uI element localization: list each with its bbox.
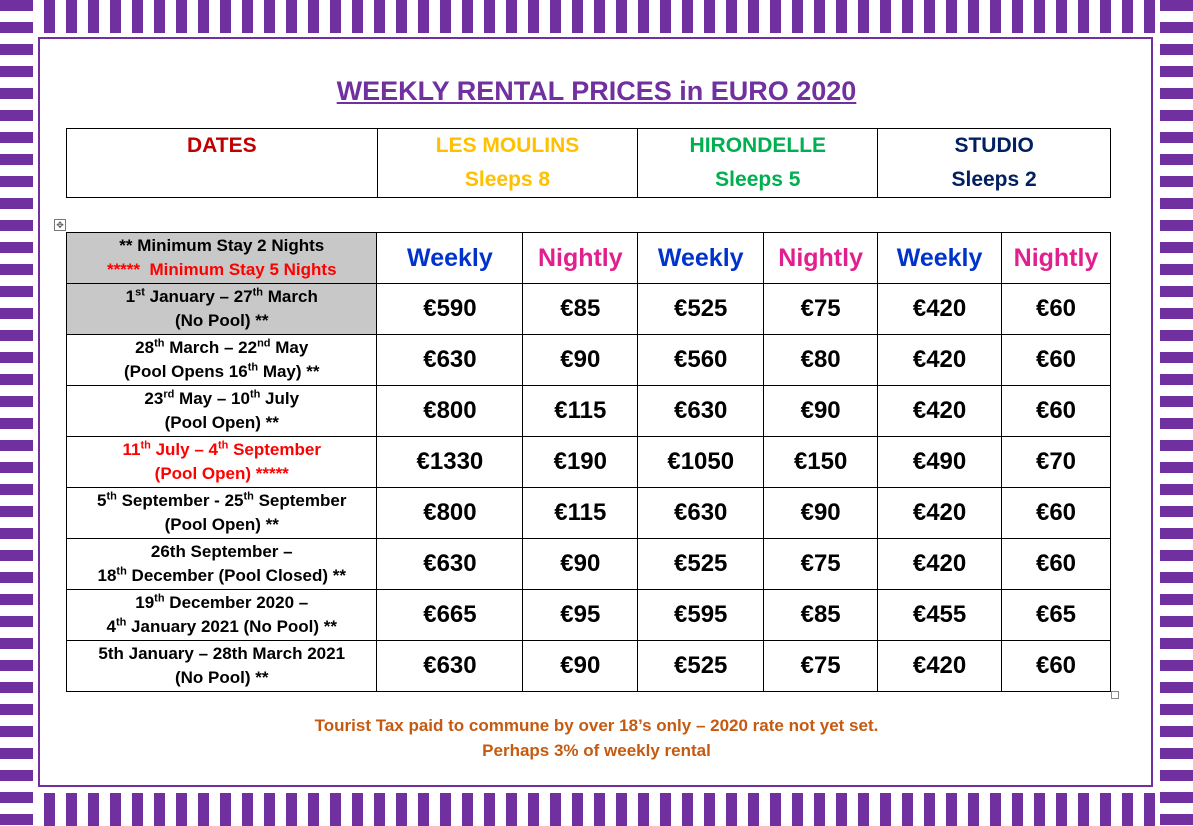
pool-status: (Pool Open) ** [164,413,279,432]
ordinal-suffix: th [154,337,165,350]
price-cell: €420 [878,284,1002,335]
price-cell: €630 [377,641,523,692]
properties-table [66,128,1111,198]
pool-status: (No Pool) ** [174,311,269,330]
ordinal-suffix: th [247,361,259,374]
les-moulins-sleeps: Sleeps 8 [464,168,551,191]
price-cell: €1330 [377,437,523,488]
date-text: March – 22 [164,338,258,357]
table-row [67,386,1111,437]
ordinal-suffix: th [154,592,165,605]
price-cell: €560 [638,335,764,386]
dates-header [67,129,378,198]
date-range-line [67,489,376,513]
date-text: 19 [135,593,155,612]
ordinal-suffix: th [116,565,127,578]
price-cell: €630 [638,488,764,539]
hirondelle-weekly-header: Weekly [638,233,764,284]
price-cell: €665 [377,590,523,641]
price-cell: €525 [638,539,764,590]
ordinal-suffix: nd [257,337,271,350]
date-text: December 2020 – [164,593,309,612]
table-row [67,590,1111,641]
date-text: 23 [144,389,164,408]
date-range-cell [67,335,377,386]
table-row [67,641,1111,692]
price-cell: €60 [1002,539,1111,590]
price-cell: €60 [1002,284,1111,335]
price-cell: €70 [1002,437,1111,488]
price-cell: €150 [764,437,878,488]
document-title: WEEKLY RENTAL PRICES in EURO 2020 [336,76,857,106]
les-moulins-header [377,129,638,198]
studio-header [878,129,1111,198]
table-row [67,539,1111,590]
date-text: 28 [135,338,155,357]
ordinal-suffix: st [135,286,145,299]
price-cell: €800 [377,386,523,437]
ordinal-suffix: th [115,616,127,629]
price-cell: €65 [1002,590,1111,641]
price-cell: €595 [638,590,764,641]
studio-nightly-header: Nightly [1002,233,1111,284]
pool-status [67,360,376,384]
les-moulins-name: LES MOULINS [435,134,580,157]
hirondelle-nightly-header: Nightly [764,233,878,284]
min-stay-note-1: ** Minimum Stay 2 Nights [119,236,325,255]
table-row [67,335,1111,386]
price-cell: €590 [377,284,523,335]
price-cell: €115 [523,488,638,539]
price-cell: €190 [523,437,638,488]
price-cell: €90 [523,641,638,692]
price-cell: €95 [523,590,638,641]
price-cell: €60 [1002,488,1111,539]
price-cell: €490 [878,437,1002,488]
date-text: 4 [106,617,116,636]
date-text: (Pool Opens 16 [123,362,248,381]
ordinal-suffix: rd [163,388,175,401]
page-border-right [1160,0,1193,826]
date-text: September [253,491,347,510]
date-range-cell [67,284,377,335]
date-text: March [263,287,318,306]
pool-status: (Pool Open) ** [164,515,279,534]
date-range-line [67,387,376,411]
date-text: 11 [122,440,141,459]
tourist-tax-note: Tourist Tax paid to commune by over 18’s only – 2020 rate not yet set. [314,716,879,735]
price-cell: €60 [1002,335,1111,386]
price-cell: €630 [377,335,523,386]
minimum-stay-note [67,233,377,284]
date-text: 5 [97,491,107,510]
price-cell: €60 [1002,641,1111,692]
date-range-line [67,438,376,462]
date-range-cell [67,590,377,641]
ordinal-suffix: th [249,388,261,401]
hirondelle-header [638,129,878,198]
date-text: September [228,440,321,459]
page-border-top [0,0,1193,33]
les-moulins-weekly-header: Weekly [377,233,523,284]
price-cell: €420 [878,335,1002,386]
hirondelle-sleeps: Sleeps 5 [715,168,801,191]
date-text: July [260,389,300,408]
price-table [66,232,1111,692]
page-border-bottom [0,793,1193,826]
price-cell: €525 [638,284,764,335]
date-range-line [67,285,376,309]
pool-status [67,564,376,588]
date-range-cell [67,641,377,692]
date-text: December (Pool Closed) ** [126,566,346,585]
price-cell: €1050 [638,437,764,488]
date-text: July – 4 [150,440,218,459]
properties-header-row [67,129,1111,198]
price-cell: €60 [1002,386,1111,437]
tourist-tax-estimate: Perhaps 3% of weekly rental [482,741,711,760]
studio-weekly-header: Weekly [878,233,1002,284]
price-cell: €90 [523,539,638,590]
table-resize-handle[interactable] [1111,691,1119,699]
price-cell: €420 [878,539,1002,590]
min-stay-note-2 [67,258,376,282]
dates-label: DATES [187,134,257,157]
price-cell: €525 [638,641,764,692]
price-cell: €800 [377,488,523,539]
ordinal-suffix: th [252,286,264,299]
price-cell: €75 [764,284,878,335]
price-cell: €420 [878,641,1002,692]
date-range-cell [67,488,377,539]
ordinal-suffix: th [140,439,151,452]
date-text: September - 25 [116,491,244,510]
table-row [67,284,1111,335]
ordinal-suffix: th [243,490,254,503]
date-text: January – 27 [144,287,253,306]
pool-status: (No Pool) ** [174,668,269,687]
date-range-cell [67,437,377,488]
studio-sleeps: Sleeps 2 [951,168,1037,191]
date-range-cell [67,539,377,590]
date-range-line [67,591,376,615]
date-text: 1 [125,287,136,306]
min-stay-stars: ***** [106,260,141,279]
date-range-line [67,336,376,360]
price-cell: €90 [764,386,878,437]
price-cell: €90 [523,335,638,386]
date-text: 18 [97,566,117,585]
price-cell: €75 [764,641,878,692]
price-cell: €90 [764,488,878,539]
pool-status: (Pool Open) ***** [154,464,289,483]
pool-status [67,615,376,639]
page-border-left [0,0,33,826]
price-cell: €630 [377,539,523,590]
price-cell: €420 [878,386,1002,437]
date-text: May) ** [258,362,320,381]
price-cell: €115 [523,386,638,437]
date-text: May [270,338,309,357]
table-move-handle-icon[interactable]: ✥ [54,219,66,231]
ordinal-suffix: th [106,490,117,503]
table-row [67,488,1111,539]
date-range-line: 5th January – 28th March 2021 [98,644,346,663]
price-cell: €455 [878,590,1002,641]
date-text: January 2021 (No Pool) ** [126,617,338,636]
price-cell: €85 [523,284,638,335]
studio-name: STUDIO [954,134,1034,157]
ordinal-suffix: th [217,439,229,452]
price-header-row [67,233,1111,284]
price-cell: €85 [764,590,878,641]
date-range-line: 26th September – [150,542,293,561]
price-cell: €420 [878,488,1002,539]
les-moulins-nightly-header: Nightly [523,233,638,284]
table-row [67,437,1111,488]
price-cell: €80 [764,335,878,386]
price-cell: €630 [638,386,764,437]
date-range-cell [67,386,377,437]
price-cell: €75 [764,539,878,590]
hirondelle-name: HIRONDELLE [689,134,827,157]
date-text: May – 10 [174,389,250,408]
min-stay-text: Minimum Stay 5 Nights [149,260,337,279]
